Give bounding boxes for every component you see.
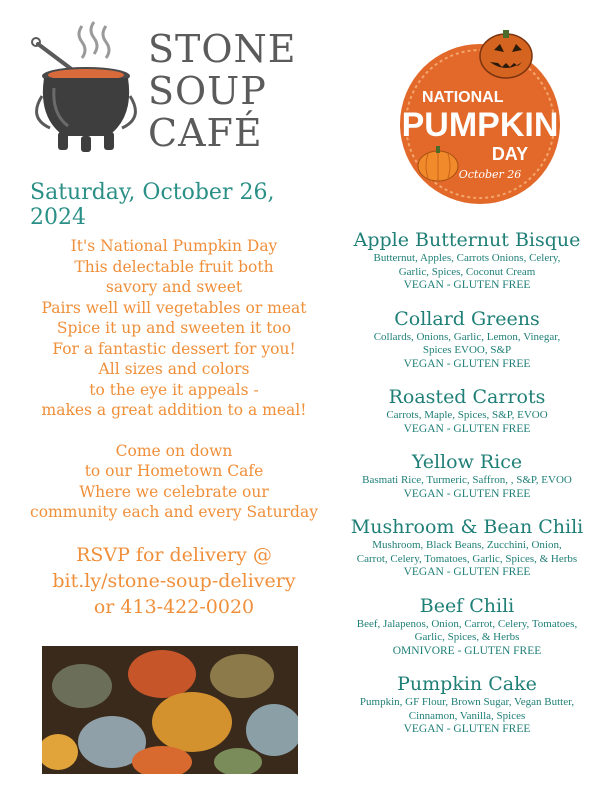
menu-item-desc: Pumpkin, GF Flour, Brown Sugar, Vegan Butter, bbox=[359, 696, 575, 708]
menu-item-tag: VEGAN - GLUTEN FREE bbox=[403, 279, 531, 291]
logo-line-3: CAFÉ bbox=[148, 111, 263, 155]
menu-item-tag: VEGAN - GLUTEN FREE bbox=[403, 566, 531, 578]
menu-item-title: Collard Greens bbox=[394, 307, 540, 330]
menu-item-desc: Collards, Onions, Garlic, Lemon, Vinegar, bbox=[373, 330, 561, 343]
pumpkins-photo bbox=[42, 646, 298, 774]
menu-item-title: Roasted Carrots bbox=[388, 386, 546, 408]
poem-line: Pairs well will vegetables or meat bbox=[41, 298, 307, 317]
poem-line: to our Hometown Cafe bbox=[84, 462, 264, 480]
poem-line: community each and every Saturday bbox=[30, 503, 318, 521]
menu-item-desc: Carrot, Celery, Tomatoes, Garlic, Spices, & Herbs bbox=[356, 552, 578, 565]
menu-item bbox=[328, 672, 606, 737]
menu-item-tag: VEGAN - GLUTEN FREE bbox=[403, 357, 531, 370]
menu-item-tag: OMNIVORE - GLUTEN FREE bbox=[392, 644, 542, 657]
logo-line-1: STONE bbox=[148, 27, 297, 71]
poem-line: This delectable fruit both bbox=[74, 257, 274, 276]
menu-item bbox=[328, 515, 606, 580]
poem-line: It's National Pumpkin Day bbox=[70, 237, 278, 255]
rsvp-link[interactable]: bit.ly/stone-soup-delivery bbox=[52, 570, 296, 592]
badge-date-text: October 26 bbox=[458, 168, 522, 181]
badge-sub-text: DAY bbox=[491, 144, 529, 164]
menu-item-desc: Basmati Rice, Turmeric, Saffron, , S&P, EVOO bbox=[362, 474, 572, 486]
menu-item-title: Yellow Rice bbox=[411, 451, 523, 473]
jack-o-lantern-icon bbox=[480, 30, 532, 78]
logo-wordmark bbox=[148, 28, 318, 154]
menu-item-desc: Carrots, Maple, Spices, S&P, EVOO bbox=[386, 409, 548, 421]
menu-item-desc: Garlic, Spices, Coconut Cream bbox=[398, 265, 536, 278]
menu-item bbox=[328, 385, 606, 436]
menu-item-title: Pumpkin Cake bbox=[397, 673, 537, 695]
menu-item-title: Beef Chili bbox=[419, 594, 515, 617]
rsvp-phone: or 413-422-0020 bbox=[93, 596, 255, 618]
poem-line: All sizes and colors bbox=[98, 360, 250, 378]
menu-item bbox=[328, 228, 606, 293]
poem-line: Come on down bbox=[115, 441, 233, 460]
poem-line: savory and sweet bbox=[105, 278, 243, 296]
rsvp-line: RSVP for delivery @ bbox=[76, 544, 272, 566]
menu-item-desc: Butternut, Apples, Carrots Onions, Celery, bbox=[373, 252, 561, 264]
menu-item-desc: Beef, Jalapenos, Onion, Carrot, Celery, Tomatoes, bbox=[356, 617, 578, 630]
badge-top-text: NATIONAL bbox=[422, 89, 504, 106]
logo-line-2: SOUP bbox=[148, 69, 267, 113]
menu-item-title: Apple Butternut Bisque bbox=[353, 229, 581, 251]
menu-item bbox=[328, 450, 606, 501]
menu-item-desc: Cinnamon, Vanilla, Spices bbox=[408, 709, 526, 722]
menu-item-desc: Garlic, Spices, & Herbs bbox=[414, 631, 520, 643]
rsvp-block bbox=[14, 542, 334, 620]
cauldron-icon bbox=[24, 18, 144, 158]
poem-line: to the eye it appeals - bbox=[89, 380, 259, 399]
pumpkin-day-badge bbox=[382, 28, 578, 208]
menu-item bbox=[328, 594, 606, 659]
menu bbox=[328, 228, 606, 751]
poem-line: makes a great addition to a meal! bbox=[41, 401, 307, 419]
badge-main-text: PUMPKIN bbox=[401, 106, 559, 144]
poem-line: For a fantastic dessert for you! bbox=[52, 339, 296, 358]
menu-item-desc: Spices EVOO, S&P bbox=[422, 344, 512, 356]
menu-item-tag: VEGAN - GLUTEN FREE bbox=[403, 422, 531, 435]
menu-item-tag: VEGAN - GLUTEN FREE bbox=[403, 723, 531, 735]
poem-line: Spice it up and sweeten it too bbox=[56, 319, 292, 337]
menu-item-tag: VEGAN - GLUTEN FREE bbox=[403, 487, 531, 500]
menu-item-title: Mushroom & Bean Chili bbox=[350, 516, 584, 538]
menu-item bbox=[328, 307, 606, 372]
poem-line: Where we celebrate our bbox=[79, 482, 269, 501]
event-date: Saturday, October 26, 2024 bbox=[30, 180, 275, 230]
poem bbox=[14, 236, 334, 523]
menu-item-desc: Mushroom, Black Beans, Zucchini, Onion, bbox=[372, 539, 562, 551]
